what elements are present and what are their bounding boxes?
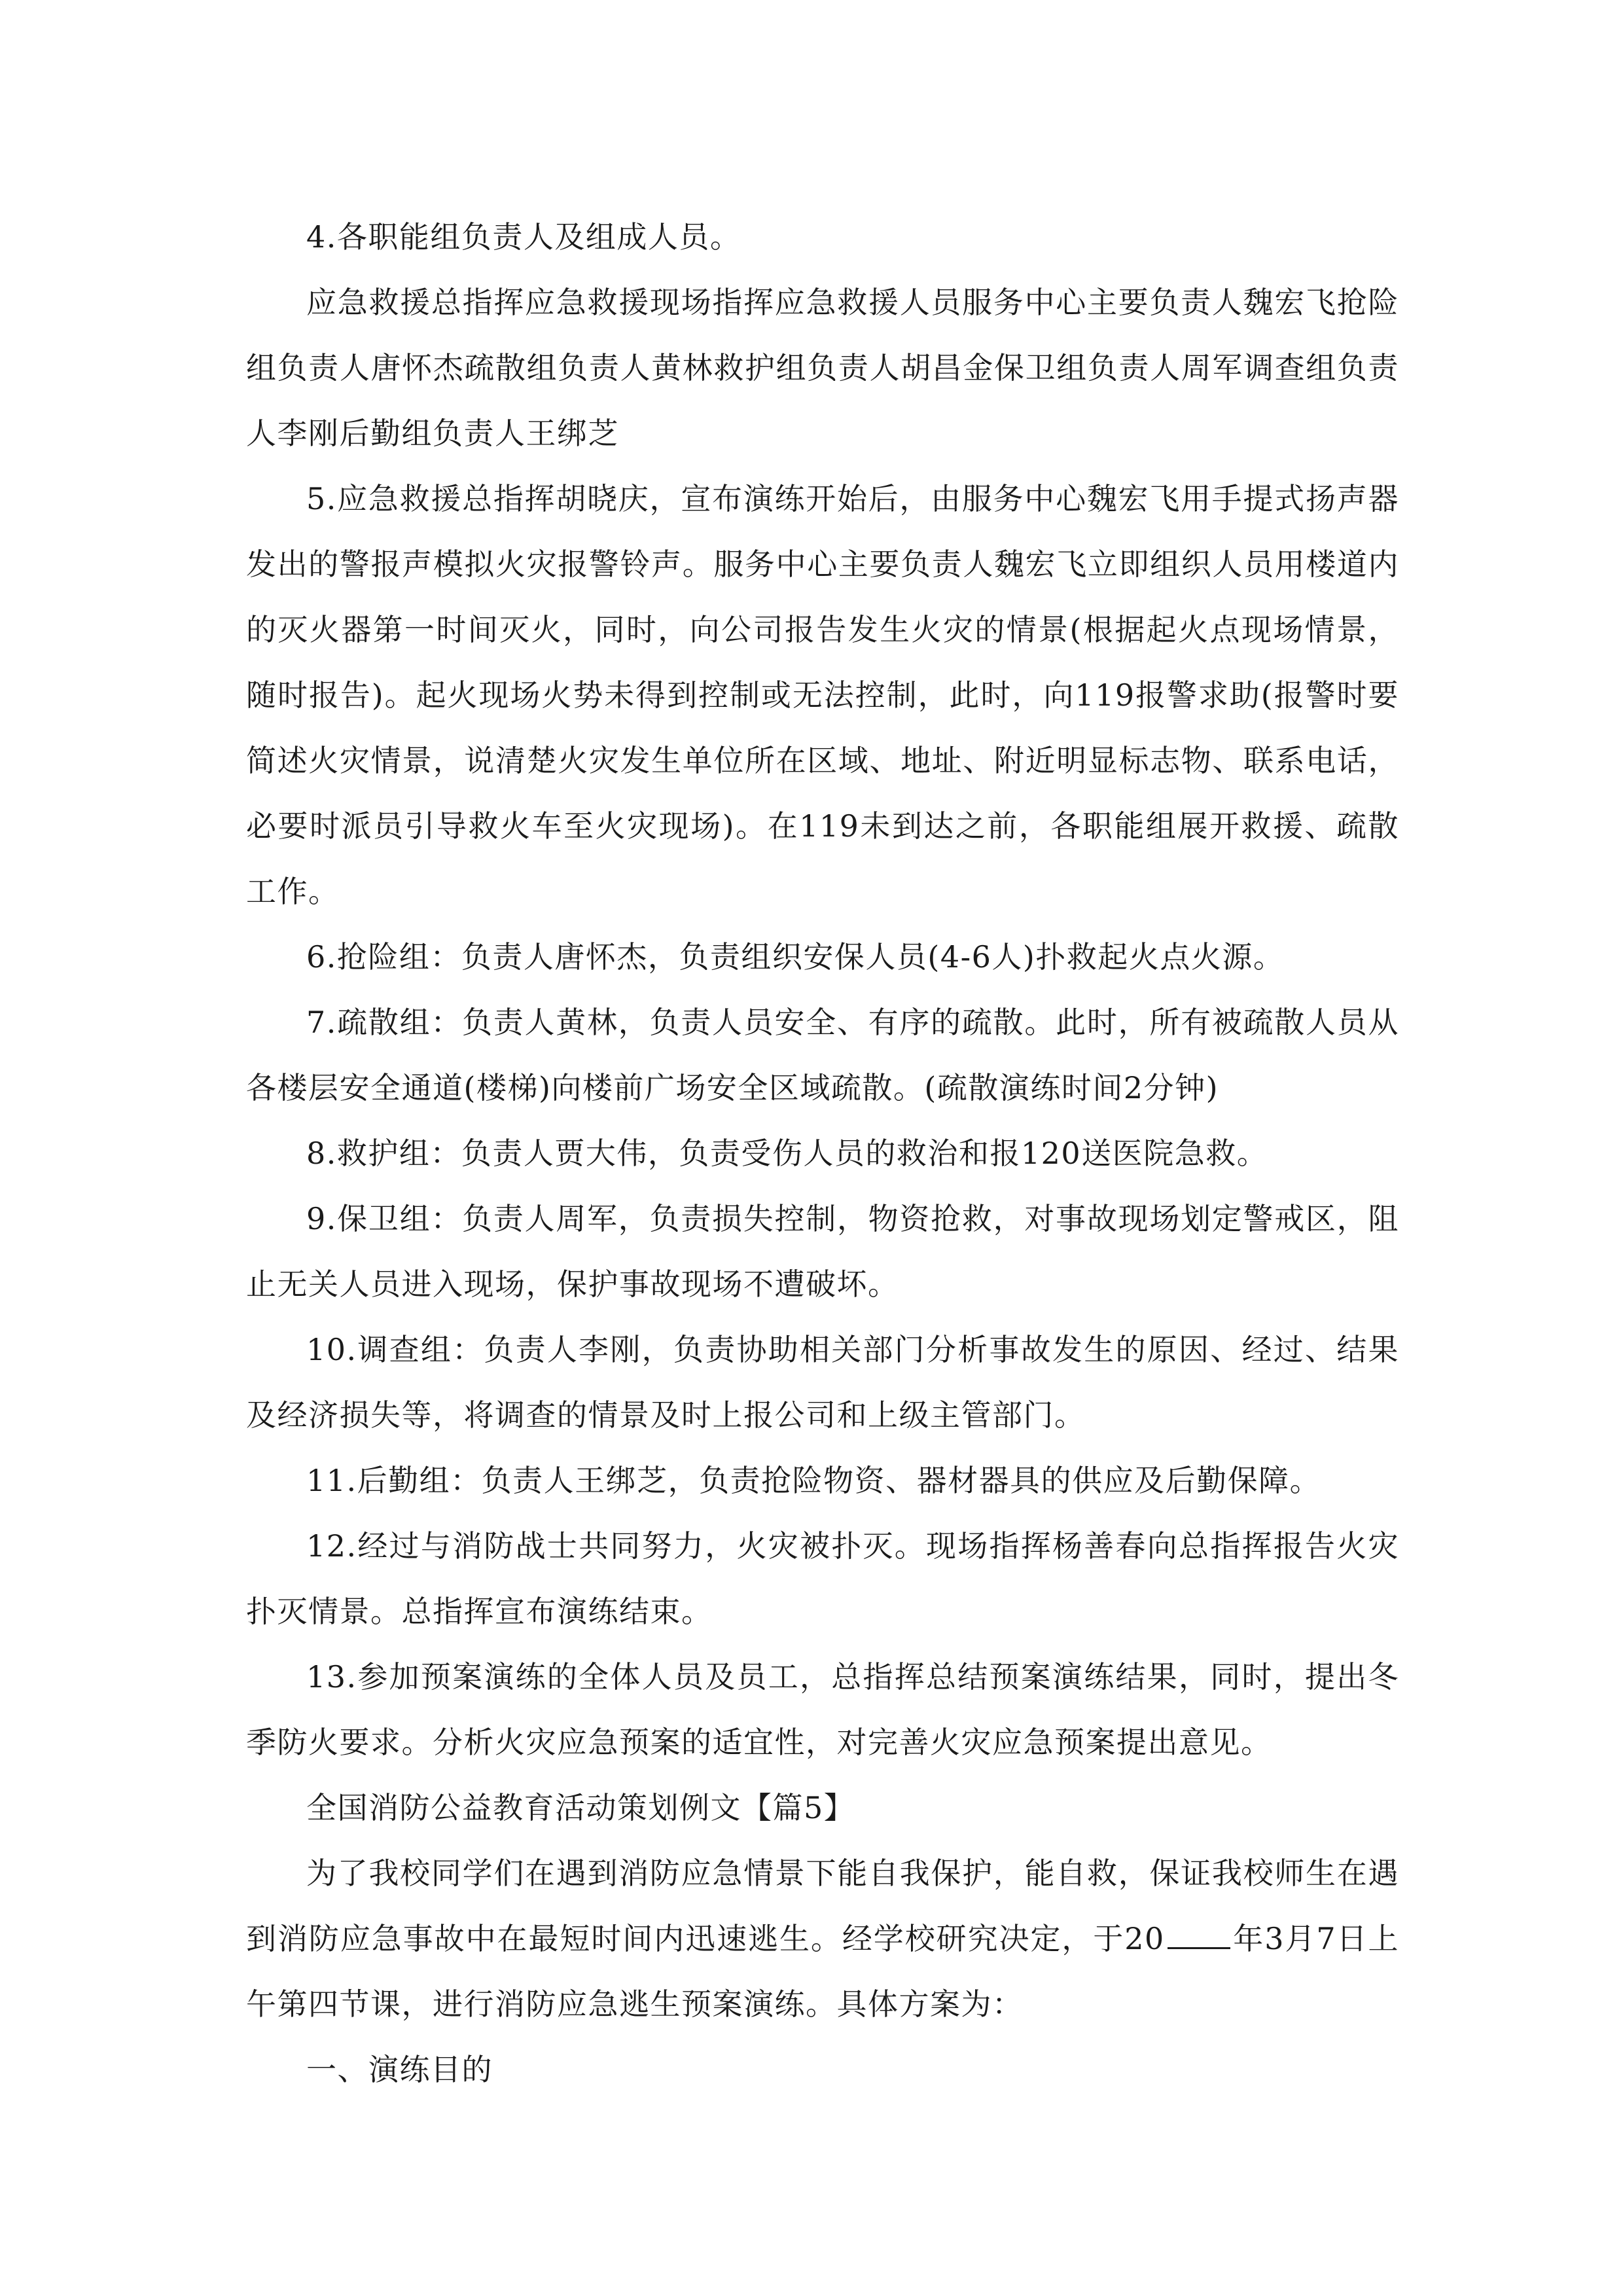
paragraph-drill-summary: 13.参加预案演练的全体人员及员工，总指挥总结预案演练结果，同时，提出冬季防火要求。分析火灾应急预案的适宜性，对完善火灾应急预案提出意见。 (246, 1659, 1399, 1760)
paragraph-first-aid-group: 8.救护组：负责人贾大伟，负责受伤人员的救治和报120送医院急救。 (306, 1136, 1268, 1171)
paragraph-drill-start: 5.应急救援总指挥胡晓庆，宣布演练开始后，由服务中心魏宏飞用手提式扬声器发出的警报声模拟火灾报警铃声。服务中心主要负责人魏宏飞立即组织人员用楼道内的灭火器第一时间灭火，同时，向公司报告发生火灾的情景(根据起火点现场情景，随时报告)。起火现场火势未得到控制或无法控制，此时，向119报警求助(报警时要简述火灾情景，说清楚火灾发生单位所在区域、地址、附近明显标志物、联系电话，必要时派员引导救火车至火灾现场)。在119未到达之前，各职能组展开救援、疏散工作。 (246, 481, 1399, 909)
paragraph-drill-intro (246, 1840, 1399, 2037)
paragraph-group-leaders-list: 应急救援总指挥应急救援现场指挥应急救援人员服务中心主要负责人魏宏飞抢险组负责人唐怀杰疏散组负责人黄林救护组负责人胡昌金保卫组负责人周军调查组负责人李刚后勤组负责人王绑芝 (246, 285, 1399, 451)
paragraph-logistics-group: 11.后勤组：负责人王绑芝，负责抢险物资、器材器具的供应及后勤保障。 (306, 1463, 1321, 1498)
paragraph-functional-groups-heading: 4.各职能组负责人及组成人员。 (306, 219, 741, 255)
document-body (246, 204, 1399, 2102)
article-title: 全国消防公益教育活动策划例文【篇5】 (306, 1790, 855, 1825)
section-heading-drill-purpose: 一、演练目的 (306, 2052, 493, 2087)
paragraph-investigation-group: 10.调查组：负责人李刚，负责协助相关部门分析事故发生的原因、经过、结果及经济损失等，将调查的情景及时上报公司和上级主管部门。 (246, 1332, 1399, 1433)
paragraph-evacuation-group: 7.疏散组：负责人黄林，负责人员安全、有序的疏散。此时，所有被疏散人员从各楼层安全通道(楼梯)向楼前广场安全区域疏散。(疏散演练时间2分钟) (246, 1005, 1399, 1105)
paragraph-rescue-group: 6.抢险组：负责人唐怀杰，负责组织安保人员(4-6人)扑救起火点火源。 (306, 939, 1285, 975)
paragraph-security-group: 9.保卫组：负责人周军，负责损失控制，物资抢救，对事故现场划定警戒区，阻止无关人员进入现场，保护事故现场不遭破坏。 (246, 1201, 1399, 1302)
paragraph-fire-extinguished: 12.经过与消防战士共同努力，火灾被扑灭。现场指挥杨善春向总指挥报告火灾扑灭情景。总指挥宣布演练结束。 (246, 1528, 1399, 1629)
drill-intro-text-part2: 年3月7日上午第四节课，进行消防应急逃生预案演练。具体方案为： (246, 1921, 1399, 2022)
drill-intro-text-part1: 为了我校同学们在遇到消防应急情景下能自我保护，能自救，保证我校师生在遇到消防应急事故中在最短时间内迅速逃生。经学校研究决定，于20 (246, 1856, 1399, 1956)
year-blank-underline (1168, 1921, 1230, 1949)
